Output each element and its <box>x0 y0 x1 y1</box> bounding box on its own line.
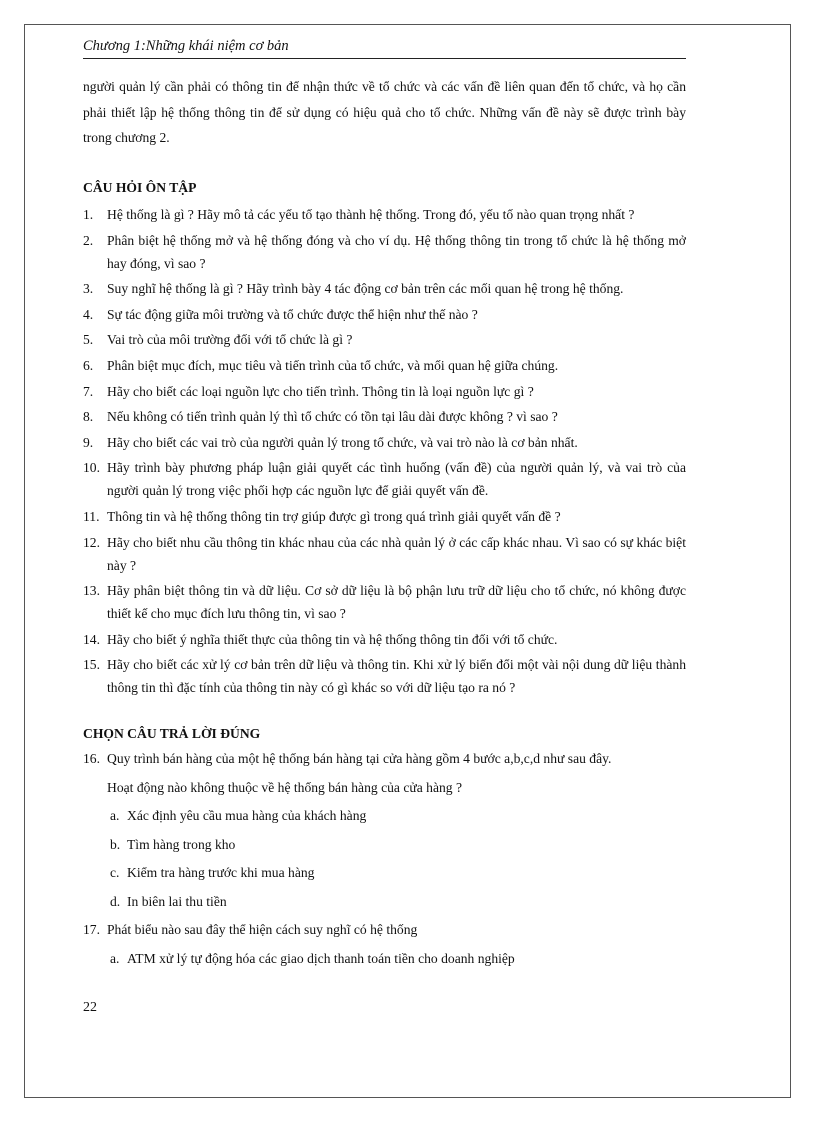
question-item <box>83 277 686 300</box>
question-number: 13. <box>83 583 100 599</box>
option-letter: c. <box>110 865 120 880</box>
option-letter: b. <box>110 836 121 852</box>
question-text: Nếu không có tiến trình quản lý thì tổ chức có tồn tại lâu dài được không ? vì sao ? <box>107 409 558 425</box>
question-text: Sự tác động giữa môi trường và tổ chức được thể hiện như thế nào ? <box>107 306 478 322</box>
review-question-list <box>83 203 686 702</box>
question-number: 7. <box>83 383 94 399</box>
question-item <box>83 579 686 625</box>
question-number: 10. <box>83 460 100 476</box>
option-letter: a. <box>110 950 120 966</box>
intro-block <box>83 74 686 151</box>
question-text: Thông tin và hệ thống thông tin trợ giúp được gì trong quá trình giải quyết vấn đề ? <box>107 508 561 524</box>
option-letter: a. <box>110 808 120 823</box>
question-item <box>83 380 686 403</box>
question-number: 16. <box>83 751 100 766</box>
question-text: Hãy cho biết các xử lý cơ bản trên dữ liệu và thông tin. Khi xử lý biến đổi một vài nội dung dữ liệu thành thông tin thì đặc tính của thông tin này có gì khác so với dữ liệu tạo ra nó ? <box>107 657 686 696</box>
question-item <box>83 431 686 454</box>
option-text: Kiểm tra hàng trước khi mua hàng <box>127 865 315 880</box>
answer-option <box>83 802 686 831</box>
chapter-header: Chương 1:Những khái niệm cơ bản <box>83 38 686 59</box>
answer-option <box>83 888 686 917</box>
question-text: Hệ thống là gì ? Hãy mô tả các yếu tố tạo thành hệ thống. Trong đó, yếu tố nào quan trọng nhất ? <box>107 207 635 222</box>
question-text: Hãy cho biết nhu cầu thông tin khác nhau của các nhà quản lý ở các cấp khác nhau. Vì sao có sự khác biệt này ? <box>107 534 686 573</box>
question-17-line-1 <box>83 916 686 945</box>
question-number: 3. <box>83 281 94 297</box>
question-16-line-1 <box>83 745 686 774</box>
intro-paragraph: người quản lý cần phải có thông tin để nhận thức về tổ chức và các vấn đề liên quan đến tổ chức, và họ cần phải thiết lập hệ thống thông tin để sử dụng có hiệu quả cho tổ chức. Những vấn đề này sẽ được trình bày trong chương 2. <box>83 79 686 145</box>
question-text: Hãy trình bày phương pháp luận giải quyết các tình huống (vấn đề) của người quản lý, và vai trò của người quản lý trong việc phối hợp các nguồn lực để giải quyết vấn đề. <box>107 460 686 499</box>
option-text: Tìm hàng trong kho <box>127 836 236 852</box>
question-item <box>83 328 686 351</box>
question-number: 14. <box>83 631 100 647</box>
question-text: Hoạt động nào không thuộc về hệ thống bán hàng của cửa hàng ? <box>107 779 463 795</box>
question-item <box>83 405 686 428</box>
question-number: 6. <box>83 357 94 373</box>
review-section-title: CÂU HỎI ÔN TẬP <box>83 180 197 195</box>
question-text: Vai trò của môi trường đối với tổ chức là gì ? <box>107 332 353 348</box>
question-text: Hãy phân biệt thông tin và dữ liệu. Cơ sở dữ liệu là bộ phận lưu trữ dữ liệu cho tổ chức, nó không được thiết kế cho mục đích lưu thông tin, vì sao ? <box>107 583 686 622</box>
answer-option <box>83 859 686 888</box>
question-item <box>83 229 686 275</box>
option-letter: d. <box>110 893 121 909</box>
question-item <box>83 531 686 577</box>
page-number: 22 <box>83 1000 97 1015</box>
question-item <box>83 456 686 502</box>
question-text: Hãy cho biết các loại nguồn lực cho tiến trình. Thông tin là loại nguồn lực gì ? <box>107 383 534 399</box>
question-number: 11. <box>83 508 100 524</box>
question-text: Quy trình bán hàng của một hệ thống bán hàng tại cửa hàng gồm 4 bước a,b,c,d như sau đây. <box>107 751 612 766</box>
answer-option <box>83 831 686 860</box>
question-item <box>83 303 686 326</box>
question-text: Phân biệt hệ thống mở và hệ thống đóng và cho ví dụ. Hệ thống thông tin trong tổ chức là hệ thống mở hay đóng, vì sao ? <box>107 232 686 271</box>
question-16-line-2 <box>83 774 686 803</box>
question-text: Hãy cho biết các vai trò của người quản lý trong tổ chức, và vai trò nào là cơ bản nhất. <box>107 434 578 450</box>
choose-section-title: CHỌN CÂU TRẢ LỜI ĐÚNG <box>83 726 261 741</box>
multiple-choice-block <box>83 745 686 973</box>
question-text: Phát biểu nào sau đây thể hiện cách suy nghĩ có hệ thống <box>107 922 418 937</box>
question-number: 2. <box>83 232 94 248</box>
answer-option <box>83 945 686 974</box>
question-text: Phân biệt mục đích, mục tiêu và tiến trình của tổ chức, và mối quan hệ giữa chúng. <box>107 357 559 373</box>
option-text: ATM xử lý tự động hóa các giao dịch thanh toán tiền cho doanh nghiệp <box>127 950 515 966</box>
question-item <box>83 628 686 651</box>
question-number: 4. <box>83 306 94 322</box>
option-text: In biên lai thu tiền <box>127 893 227 909</box>
question-text: Suy nghĩ hệ thống là gì ? Hãy trình bày 4 tác động cơ bản trên các mối quan hệ trong hệ thống. <box>107 281 624 297</box>
question-number: 9. <box>83 434 94 450</box>
question-number: 17. <box>83 922 100 937</box>
question-item <box>83 505 686 528</box>
question-number: 5. <box>83 332 94 348</box>
question-item <box>83 203 686 226</box>
question-text: Hãy cho biết ý nghĩa thiết thực của thông tin và hệ thống thông tin đối với tổ chức. <box>107 631 558 647</box>
question-item <box>83 653 686 699</box>
question-number: 8. <box>83 409 94 425</box>
question-number: 15. <box>83 657 100 673</box>
option-text: Xác định yêu cầu mua hàng của khách hàng <box>127 808 367 823</box>
question-number: 12. <box>83 534 100 550</box>
question-number: 1. <box>83 207 94 222</box>
question-item <box>83 354 686 377</box>
